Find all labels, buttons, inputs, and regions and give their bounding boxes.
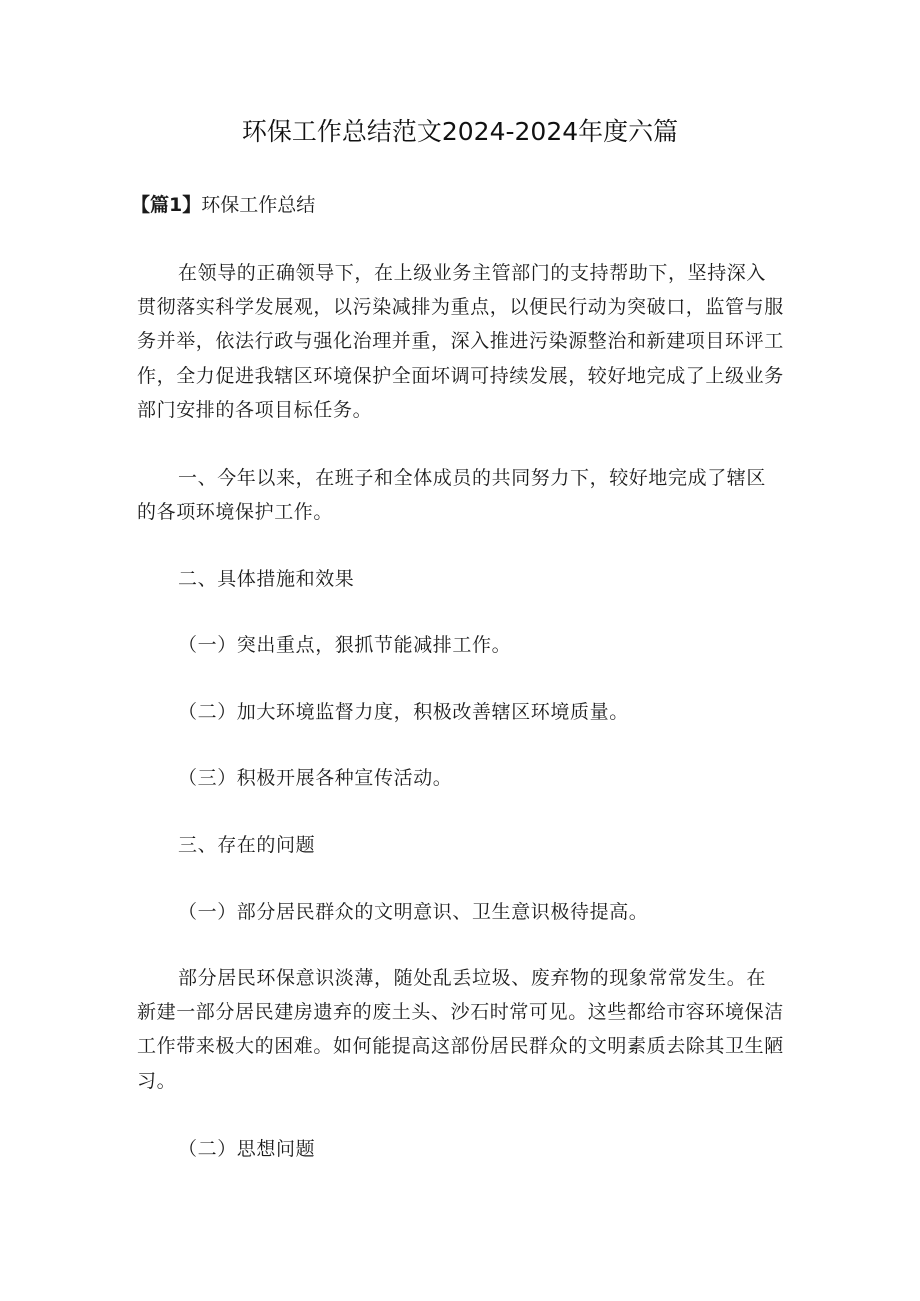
- intro-line: 贯彻落实科学发展观，以污染减排为重点，以便民行动为突破口，监管与服: [137, 296, 784, 318]
- part2-item: （三）积极开展各种宣传活动。: [178, 767, 453, 789]
- part2-heading: 二、具体措施和效果: [178, 568, 355, 590]
- section-heading-label: 【篇1】: [131, 194, 202, 216]
- part3-item1-line: 部分居民环保意识淡薄，随处乱丢垃圾、废弃物的现象常常发生。在: [178, 967, 767, 989]
- intro-line: 部门安排的各项目标任务。: [137, 399, 373, 421]
- intro-line: 作，全力促进我辖区环境保护全面坏调可持续发展，较好地完成了上级业务: [137, 365, 784, 387]
- part1-line: 的各项环境保护工作。: [137, 501, 334, 523]
- part3-item: （二）思想问题: [178, 1138, 316, 1160]
- part3-heading: 三、存在的问题: [178, 834, 316, 856]
- part3-item: （一）部分居民群众的文明意识、卫生意识极待提高。: [178, 901, 649, 923]
- part3-item1-line: 工作带来极大的困难。如何能提高这部份居民群众的文明素质去除其卫生陋: [137, 1035, 784, 1057]
- part3-item1-line: 新建一部分居民建房遗弃的废土头、沙石时常可见。这些都给市容环境保洁: [137, 1001, 784, 1023]
- part2-item: （二）加大环境监督力度，积极改善辖区环境质量。: [178, 701, 629, 723]
- section-heading: [131, 190, 315, 217]
- part1-line: 一、今年以来，在班子和全体成员的共同努力下，较好地完成了辖区: [178, 467, 767, 489]
- intro-line: 务并举，依法行政与强化治理并重，深入推进污染源整治和新建项目环评工: [137, 330, 784, 352]
- intro-line: 在领导的正确领导下，在上级业务主管部门的支持帮助下，坚持深入: [178, 262, 767, 284]
- part3-item1-line: 习。: [137, 1070, 177, 1092]
- part2-item: （一）突出重点，狠抓节能减排工作。: [178, 634, 512, 656]
- section-heading-text: 环保工作总结: [201, 194, 316, 216]
- document-title: 环保工作总结范文2024-2024年度六篇: [241, 117, 679, 146]
